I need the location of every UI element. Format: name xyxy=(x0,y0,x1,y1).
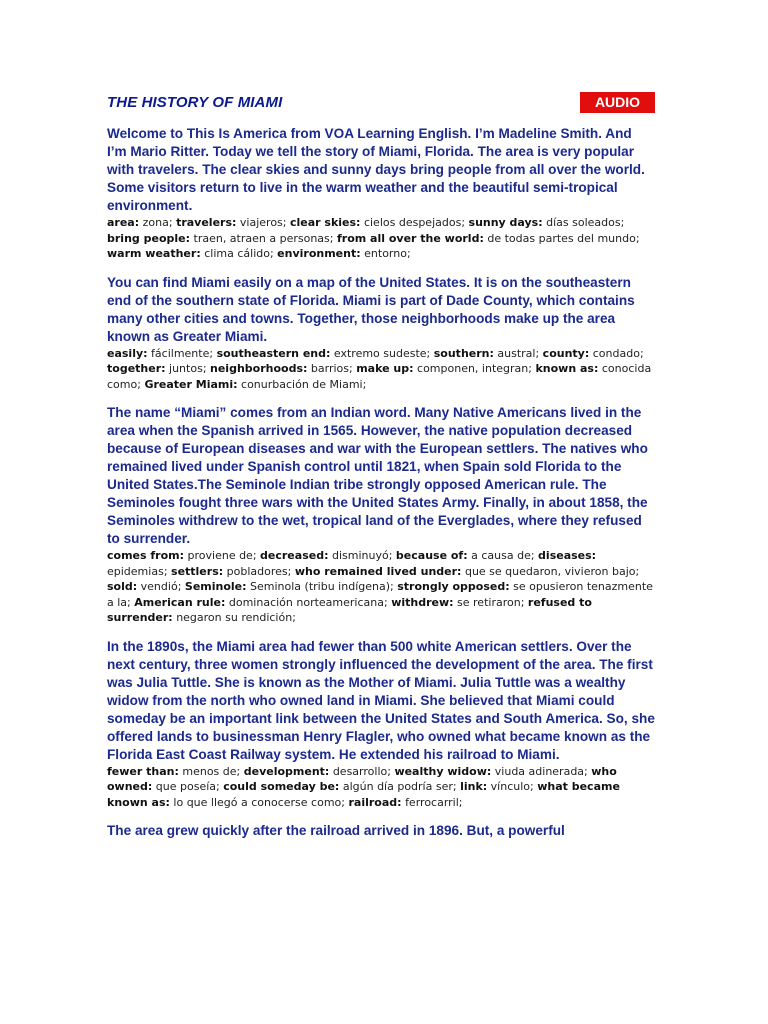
vocab-meaning: dominación norteamericana xyxy=(228,595,384,609)
article-paragraph: The area grew quickly after the railroad arrived in 1896. But, a powerful xyxy=(107,823,565,838)
vocab-meaning: menos de xyxy=(182,764,237,778)
vocab-meaning: epidemias xyxy=(107,564,164,578)
vocab-meaning: ferrocarril xyxy=(405,795,459,809)
vocab-term: from all over the world: xyxy=(336,231,484,245)
vocab-meaning: se opusieron tenazmente a la xyxy=(107,580,653,609)
vocab-term: diseases: xyxy=(538,549,597,562)
vocab-meaning: juntos xyxy=(169,362,203,375)
vocab-meaning: proviene de xyxy=(187,549,253,562)
vocab-term: who remained lived under: xyxy=(294,564,462,578)
vocab-term: together: xyxy=(107,362,166,375)
article-body xyxy=(107,125,655,840)
vocab-term: easily: xyxy=(107,346,148,360)
vocab-term: link: xyxy=(460,780,488,793)
vocab-term: railroad: xyxy=(348,795,402,809)
vocab-meaning: conocida como xyxy=(107,362,652,391)
vocab-meaning: conurbación de Miami xyxy=(241,377,363,391)
vocab-meaning: vínculo xyxy=(490,780,531,793)
vocab-term: wealthy widow: xyxy=(394,764,492,778)
header-row xyxy=(107,92,655,116)
vocab-term: fewer than: xyxy=(107,764,179,778)
vocab-meaning: viuda adinerada xyxy=(494,764,585,778)
vocab-meaning: barrios xyxy=(310,362,349,375)
vocab-term: who owned: xyxy=(107,764,617,793)
vocab-term: settlers: xyxy=(171,564,224,578)
vocab-meaning: pobladores xyxy=(226,564,288,578)
vocab-term: warm weather: xyxy=(107,247,201,260)
vocab-term: travelers: xyxy=(176,216,237,229)
vocab-term: environment: xyxy=(277,247,361,260)
audio-button[interactable]: AUDIO xyxy=(580,92,655,113)
article-section xyxy=(107,638,655,811)
vocab-term: southern: xyxy=(433,346,494,360)
vocab-term: decreased: xyxy=(260,549,329,562)
article-paragraph: You can find Miami easily on a map of the United States. It is on the southeastern end of the southern state of Florida. Miami is part of Dade County, which contains many other cities and towns. Together, those neighborhoods make up the area known as Greater Miami. xyxy=(107,274,635,344)
vocab-meaning: entorno xyxy=(364,247,407,260)
vocab-meaning: traen, atraen a personas xyxy=(193,231,330,245)
vocab-term: withdrew: xyxy=(391,595,454,609)
vocabulary-glossary: fewer than: menos de; development: desarrollo; wealthy widow: viuda adinerada; who owned: que poseía; could someday be: algún día podría ser; link: vínculo; what became known as: lo que llegó a conocerse como; railroad: ferrocarril; xyxy=(107,764,620,809)
vocab-meaning: desarrollo xyxy=(332,764,388,778)
vocab-meaning: zona xyxy=(142,216,169,229)
vocab-meaning: que poseía xyxy=(155,780,217,793)
vocab-meaning: extremo sudeste xyxy=(333,346,427,360)
vocab-term: clear skies: xyxy=(289,216,361,229)
vocabulary-glossary: comes from: proviene de; decreased: disminuyó; because of: a causa de; diseases: epidemias; settlers: pobladores; who remained lived under: que se quedaron, vivieron bajo; sold: vendió; Seminole: Seminola (tribu indígena); strongly opposed: se opusieron tenazmente a la; American rule: dominación norteamericana; withdrew: se retiraron; refused to surrender: negaron su rendición; xyxy=(107,549,653,624)
article-section xyxy=(107,404,655,626)
vocab-term: Greater Miami: xyxy=(144,377,238,391)
vocab-meaning: condado xyxy=(592,346,640,360)
vocab-meaning: austral xyxy=(497,346,536,360)
vocabulary-glossary: easily: fácilmente; southeastern end: extremo sudeste; southern: austral; county: condado; together: juntos; neighborhoods: barrios; make up: componen, integran; known as: conocida como; Greater Miami: conurbación de Miami; xyxy=(107,346,652,391)
vocab-meaning: se retiraron xyxy=(457,595,521,609)
vocab-term: American rule: xyxy=(134,595,226,609)
vocab-meaning: clima cálido xyxy=(204,247,270,260)
vocab-meaning: días soleados xyxy=(546,216,621,229)
vocab-term: comes from: xyxy=(107,549,185,562)
vocab-meaning: componen, integran xyxy=(417,362,529,375)
vocab-term: southeastern end: xyxy=(216,346,331,360)
vocab-term: because of: xyxy=(395,549,468,562)
article-paragraph: In the 1890s, the Miami area had fewer than 500 white American settlers. Over the next century, three women strongly influenced the development of the area. The first was Julia Tuttle. She is known as the Mother of Miami. Julia Tuttle was a wealthy widow from the north who owned land in Miami. She believed that Miami could someday be an important link between the United States and South America. So, she offered lands to businessman Henry Flagler, who owned what became known as the Florida East Coast Railway system. He extended his railroad to Miami. xyxy=(107,638,655,762)
vocab-term: refused to surrender: xyxy=(107,595,592,624)
vocab-term: Seminole: xyxy=(184,580,247,593)
vocab-meaning: disminuyó xyxy=(331,549,389,562)
vocab-term: sunny days: xyxy=(468,216,543,229)
article-section xyxy=(107,822,655,840)
article-paragraph: The name “Miami” comes from an Indian word. Many Native Americans lived in the area when the Spanish arrived in 1565. However, the native population decreased because of European diseases and war with the European settlers. The natives who remained lived under Spanish control until 1821, when Spain sold Florida to the United States.The Seminole Indian tribe strongly opposed American rule. The Seminoles fought three wars with the United States Army. Finally, in about 1858, the Seminoles withdrew to the wet, tropical land of the Everglades, where they refused to surrender. xyxy=(107,405,648,546)
vocab-meaning: a causa de xyxy=(471,549,531,562)
vocab-term: could someday be: xyxy=(223,780,340,793)
vocab-term: known as: xyxy=(535,362,599,375)
vocab-meaning: que se quedaron, vivieron bajo xyxy=(464,564,636,578)
page-title: THE HISTORY OF MIAMI xyxy=(107,94,283,111)
article-section xyxy=(107,274,655,393)
vocab-term: what became known as: xyxy=(107,780,620,809)
vocab-meaning: fácilmente xyxy=(151,346,210,360)
vocab-term: bring people: xyxy=(107,231,190,245)
vocab-term: area: xyxy=(107,216,140,229)
vocab-term: make up: xyxy=(356,362,414,375)
document-page xyxy=(107,92,655,852)
vocab-term: sold: xyxy=(107,580,138,593)
vocab-meaning: cielos despejados xyxy=(363,216,462,229)
vocab-meaning: vendió xyxy=(140,580,178,593)
vocab-term: development: xyxy=(243,764,330,778)
vocab-meaning: de todas partes del mundo xyxy=(487,231,636,245)
vocab-term: strongly opposed: xyxy=(397,580,510,593)
vocab-term: county: xyxy=(542,346,590,360)
vocabulary-glossary: area: zona; travelers: viajeros; clear skies: cielos despejados; sunny days: días soleados; bring people: traen, atraen a personas; from all over the world: de todas partes del mundo; warm weather: clima cálido; environment: entorno; xyxy=(107,216,640,260)
vocab-term: neighborhoods: xyxy=(210,362,308,375)
vocab-meaning: viajeros xyxy=(239,216,283,229)
article-paragraph: Welcome to This Is America from VOA Learning English. I’m Madeline Smith. And I’m Mario Ritter. Today we tell the story of Miami, Florida. The area is very popular with travelers. The clear skies and sunny days bring people from all over the world. Some visitors return to live in the warm weather and the beautiful semi-tropical environment. xyxy=(107,126,645,213)
article-section xyxy=(107,125,655,262)
vocab-meaning: lo que llegó a conocerse como xyxy=(173,795,342,809)
vocab-meaning: negaron su rendición xyxy=(176,611,293,624)
vocab-meaning: Seminola (tribu indígena) xyxy=(250,580,391,593)
vocab-meaning: algún día podría ser xyxy=(342,780,453,793)
